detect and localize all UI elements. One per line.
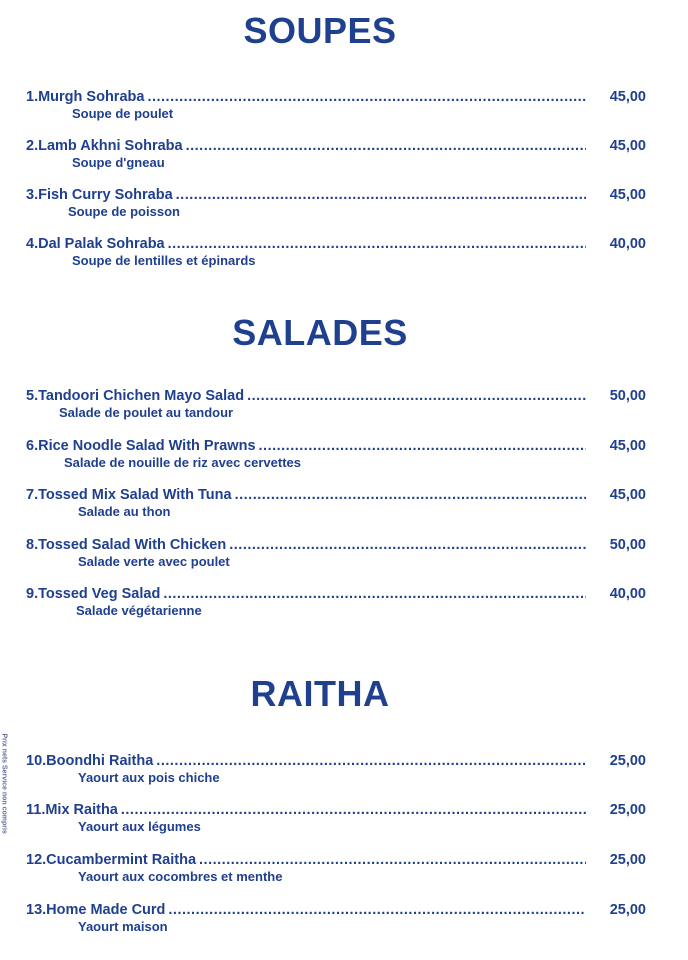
- menu-item: [26, 536, 646, 572]
- item-price: 25,00: [609, 753, 646, 769]
- item-price: 40,00: [609, 236, 646, 252]
- dot-leader: [156, 752, 586, 770]
- item-description: Salade de poulet au tandour: [59, 405, 234, 420]
- menu-item: [26, 801, 646, 837]
- item-description: Soupe de poulet: [72, 106, 174, 121]
- dot-leader: [168, 235, 586, 253]
- item-description: Soupe de lentilles et épinards: [72, 253, 256, 268]
- item-name: 8.Tossed Salad With Chicken: [26, 537, 227, 553]
- dot-leader: [147, 88, 586, 106]
- menu-item: [26, 88, 646, 124]
- item-price: 50,00: [609, 388, 646, 404]
- menu-item: [26, 752, 646, 788]
- item-name: 5.Tandoori Chichen Mayo Salad: [26, 388, 245, 404]
- item-price: 45,00: [609, 138, 646, 154]
- item-description: Soupe d'gneau: [72, 155, 165, 170]
- item-price: 45,00: [609, 487, 646, 503]
- section-title-soupes: SOUPES: [243, 10, 397, 51]
- dot-leader: [168, 901, 586, 919]
- item-name: 1.Murgh Sohraba: [26, 89, 145, 105]
- dot-leader: [247, 387, 586, 405]
- item-price: 25,00: [609, 902, 646, 918]
- item-description: Soupe de poisson: [68, 204, 180, 219]
- dot-leader: [163, 585, 586, 603]
- item-price: 25,00: [609, 802, 646, 818]
- menu-item: [26, 137, 646, 173]
- item-name: 12.Cucambermint Raitha: [26, 852, 197, 868]
- item-name: 3.Fish Curry Sohraba: [26, 187, 173, 203]
- menu-item: [26, 387, 646, 423]
- item-name: 6.Rice Noodle Salad With Prawns: [26, 438, 256, 454]
- dot-leader: [199, 851, 586, 869]
- menu-item: [26, 486, 646, 522]
- dot-leader: [259, 437, 586, 455]
- item-description: Yaourt maison: [78, 919, 168, 934]
- item-description: Salade de nouille de riz avec cervettes: [64, 455, 302, 470]
- item-name: 2.Lamb Akhni Sohraba: [26, 138, 183, 154]
- dot-leader: [121, 801, 586, 819]
- menu-item: [26, 851, 646, 887]
- item-description: Yaourt aux cocombres et menthe: [78, 869, 283, 884]
- item-name: 9.Tossed Veg Salad: [26, 586, 161, 602]
- side-note: Prix nets Service non compris: [0, 733, 8, 834]
- menu-item: [26, 585, 646, 621]
- dot-leader: [186, 137, 586, 155]
- item-price: 40,00: [609, 586, 646, 602]
- item-description: Yaourt aux légumes: [78, 819, 201, 834]
- item-name: 11.Mix Raitha: [26, 802, 118, 818]
- item-description: Salade verte avec poulet: [78, 554, 230, 569]
- section-title-raitha: RAITHA: [250, 673, 390, 714]
- item-description: Yaourt aux pois chiche: [78, 770, 220, 785]
- item-name: 10.Boondhi Raitha: [26, 753, 154, 769]
- item-price: 25,00: [609, 852, 646, 868]
- section-title-salades: SALADES: [232, 312, 408, 353]
- item-description: Salade au thon: [78, 504, 171, 519]
- item-name: 4.Dal Palak Sohraba: [26, 236, 165, 252]
- menu-item: [26, 901, 646, 937]
- item-price: 50,00: [609, 537, 646, 553]
- dot-leader: [235, 486, 586, 504]
- item-description: Salade végétarienne: [76, 603, 202, 618]
- item-name: 7.Tossed Mix Salad With Tuna: [26, 487, 232, 503]
- item-name: 13.Home Made Curd: [26, 902, 166, 918]
- dot-leader: [229, 536, 586, 554]
- item-price: 45,00: [609, 89, 646, 105]
- dot-leader: [176, 186, 586, 204]
- menu-item: [26, 235, 646, 271]
- menu-item: [26, 437, 646, 473]
- item-price: 45,00: [609, 187, 646, 203]
- item-price: 45,00: [609, 438, 646, 454]
- menu-item: [26, 186, 646, 222]
